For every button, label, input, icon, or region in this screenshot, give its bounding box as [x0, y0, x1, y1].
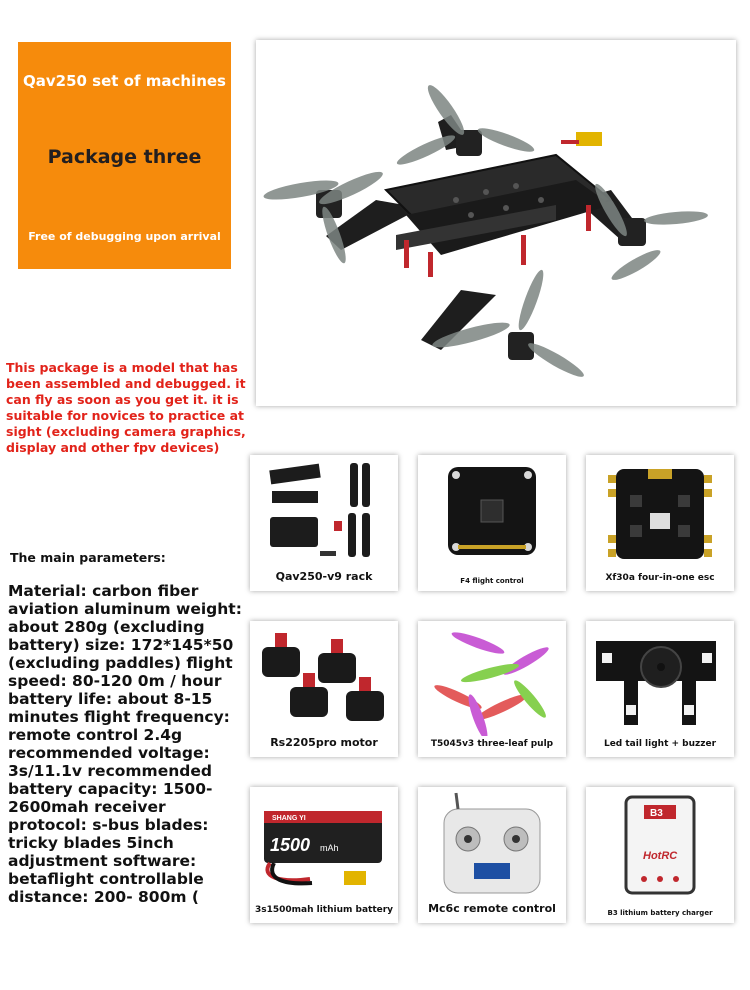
- charger-model: B3: [650, 808, 663, 819]
- product-card-led-buzzer: [586, 621, 734, 757]
- product-card-charger: [586, 787, 734, 923]
- product-card-esc: [586, 455, 734, 591]
- params-body: Material: carbon fiber aviation aluminum weight: about 280g (excluding battery) size: 172*145*50 (excluding paddles) flight speed: 80-120 0m / hour battery life: about 8-15 minutes flight frequency: remote control 2.4g recommended voltage: 3s/11.1v recommended battery capacity: 1500-2600mah receiver protocol: s-bus blades: tricky blades 5inch adjustment software: betaflight controllable distance: 200- 800m (: [8, 582, 242, 906]
- product-label: Mc6c remote control: [428, 902, 556, 915]
- product-label: F4 flight control: [460, 577, 524, 585]
- product-label: Rs2205pro motor: [270, 736, 378, 749]
- quadcopter-icon: [256, 40, 736, 406]
- product-label: 3s1500mah lithium battery: [254, 905, 394, 915]
- esc-board-icon: [586, 455, 734, 570]
- product-card-motor: [250, 621, 398, 757]
- product-card-remote: [418, 787, 566, 923]
- led-buzzer-icon: [586, 621, 734, 736]
- propeller-icon: [418, 621, 566, 736]
- charger-icon: [586, 787, 734, 902]
- remote-control-icon: [418, 787, 566, 902]
- banner-subtitle: Free of debugging upon arrival: [28, 230, 221, 243]
- product-card-frame: [250, 455, 398, 591]
- product-card-propeller: [418, 621, 566, 757]
- drone-hero-image: [256, 40, 736, 406]
- product-label: Qav250-v9 rack: [275, 570, 373, 583]
- package-banner: [18, 42, 231, 269]
- product-card-flight-controller: [418, 455, 566, 591]
- product-label: B3 lithium battery charger: [607, 909, 713, 917]
- battery-icon: [250, 787, 398, 902]
- product-label: T5045v3 three-leaf pulp: [430, 739, 554, 749]
- charger-brand: HotRC: [643, 850, 678, 862]
- banner-package: Package three: [47, 146, 202, 168]
- product-card-battery: [250, 787, 398, 923]
- carbon-frame-icon: [250, 455, 398, 570]
- battery-unit: mAh: [320, 843, 339, 853]
- battery-brand: SHANG YI: [272, 815, 306, 822]
- battery-capacity: 1500: [270, 835, 311, 855]
- flight-controller-icon: [418, 455, 566, 570]
- product-label: Led tail light + buzzer: [603, 739, 717, 749]
- motor-icon: [250, 621, 398, 736]
- params-title: The main parameters:: [10, 550, 166, 565]
- package-notice: This package is a model that has been assembled and debugged. it can fly as soon as you get it. it is suitable for novices to practice at sight (excluding camera graphics, display and other fpv devices): [6, 360, 246, 455]
- product-label: Xf30a four-in-one esc: [605, 573, 715, 583]
- banner-title: Qav250 set of machines: [23, 72, 226, 90]
